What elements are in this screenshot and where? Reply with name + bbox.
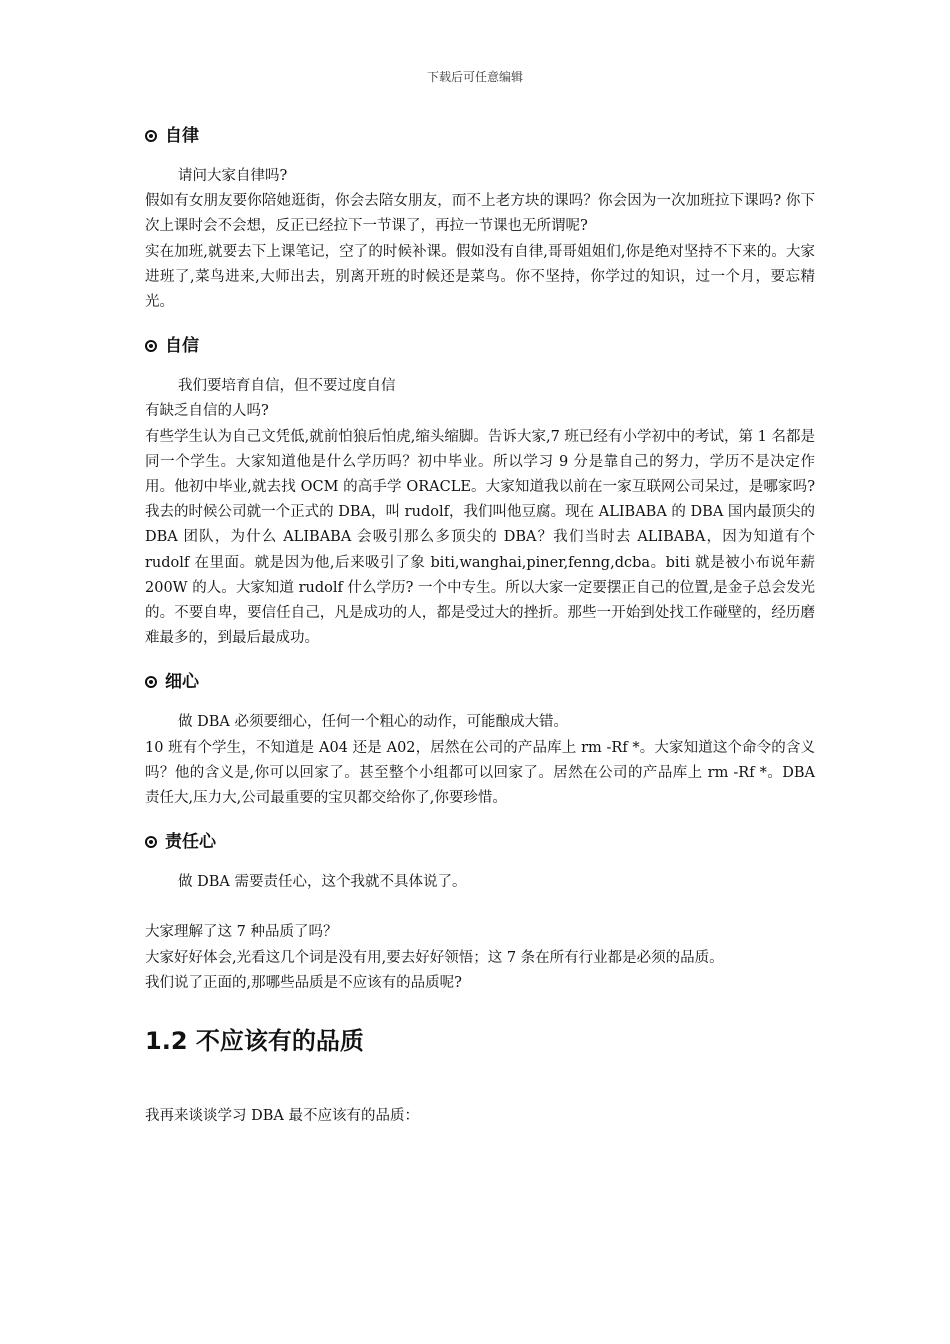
paragraph: 实在加班,就要去下上课笔记，空了的时候补课。假如没有自律,哥哥姐姐们,你是绝对坚持不下来的。大家进班了,菜鸟进来,大师出去，别离开班的时候还是菜鸟。你不坚持，你学过的知识，过一个月，要忘精光。 (145, 243, 815, 311)
paragraph: 10 班有个学生，不知道是 A04 还是 A02，居然在公司的产品库上 rm -Rf *。大家知道这个命令的含义吗？他的含义是,你可以回家了。甚至整个小组都可以回家了。居然在公司的产品库上 rm -Rf *。DBA 责任大,压力大,公司最重要的宝贝都交给你了,你要珍惜。 (145, 739, 815, 807)
circle-bullet-icon (145, 676, 157, 688)
circle-bullet-icon (145, 130, 157, 142)
section-lead: 做 DBA 需要责任心，这个我就不具体说了。 (178, 874, 467, 891)
circle-bullet-icon (145, 836, 157, 848)
section-heading: 细心 (145, 668, 815, 696)
paragraph: 大家好好体会,光看这几个词是没有用,要去好好领悟；这 7 条在所有行业都是必须的品质。 (145, 949, 724, 966)
paragraph: 假如有女朋友要你陪她逛街，你会去陪女朋友，而不上老方块的课吗？你会因为一次加班拉下课吗? 你下次上课时会不会想，反正已经拉下一节课了，再拉一节课也无所谓呢? (145, 193, 815, 235)
section-self-discipline (145, 122, 815, 315)
section-heading: 自律 (145, 122, 815, 150)
section-lead: 做 DBA 必须要细心，任何一个粗心的动作，可能酿成大错。 (178, 714, 568, 731)
paragraph: 有缺乏自信的人吗? (145, 403, 269, 420)
heading-2: 1.2 不应该有的品质 (145, 1027, 364, 1056)
section-heading: 责任心 (145, 828, 815, 856)
section-heading: 自信 (145, 332, 815, 360)
closing-block (145, 920, 815, 996)
page-header: 下载后可任意编辑 (426, 70, 523, 84)
paragraph: 我们说了正面的,那哪些品质是不应该有的品质呢? (145, 974, 462, 991)
section-lead: 我们要培育自信，但不要过度自信 (178, 378, 396, 395)
section-responsibility (145, 828, 815, 895)
section-carefulness (145, 668, 815, 811)
paragraph: 我再来谈谈学习 DBA 最不应该有的品质： (145, 1108, 419, 1125)
paragraph: 有些学生认为自己文凭低,就前怕狼后怕虎,缩头缩脚。告诉大家,7 班已经有小学初中的考试，第 1 名都是同一个学生。大家知道他是什么学历吗？初中毕业。所以学习 9 分是靠自己的努力，学历不是决定作用。他初中毕业,就去找 OCM 的高手学 ORACLE。大家知道我以前在一家互联网公司呆过，是哪家吗? 我去的时候公司就一个正式的 DBA，叫 rudolf，我们叫他豆腐。现在 ALIBABA 的 DBA 国内最顶尖的 DBA 团队，为什么 ALIBABA 会吸引那么多顶尖的 DBA？我们当时去 ALIBABA，因为知道有个 rudolf 在里面。就是因为他,后来吸引了象 biti,wanghai,piner,fenng,dcba。biti 就是被小布说年薪 200W 的人。大家知道 rudolf 什么学历? 一个中专生。所以大家一定要摆正自己的位置,是金子总会发光的。不要自卑，要信任自己，凡是成功的人，都是受过大的挫折。那些一开始到处找工作碰壁的，经历磨难最多的，到最后最成功。 (145, 428, 815, 647)
section-lead: 请问大家自律吗? (178, 168, 288, 184)
document-body (145, 122, 815, 1129)
circle-bullet-icon (145, 340, 157, 352)
section-self-confidence (145, 332, 815, 651)
paragraph: 大家理解了这 7 种品质了吗？ (145, 924, 338, 941)
